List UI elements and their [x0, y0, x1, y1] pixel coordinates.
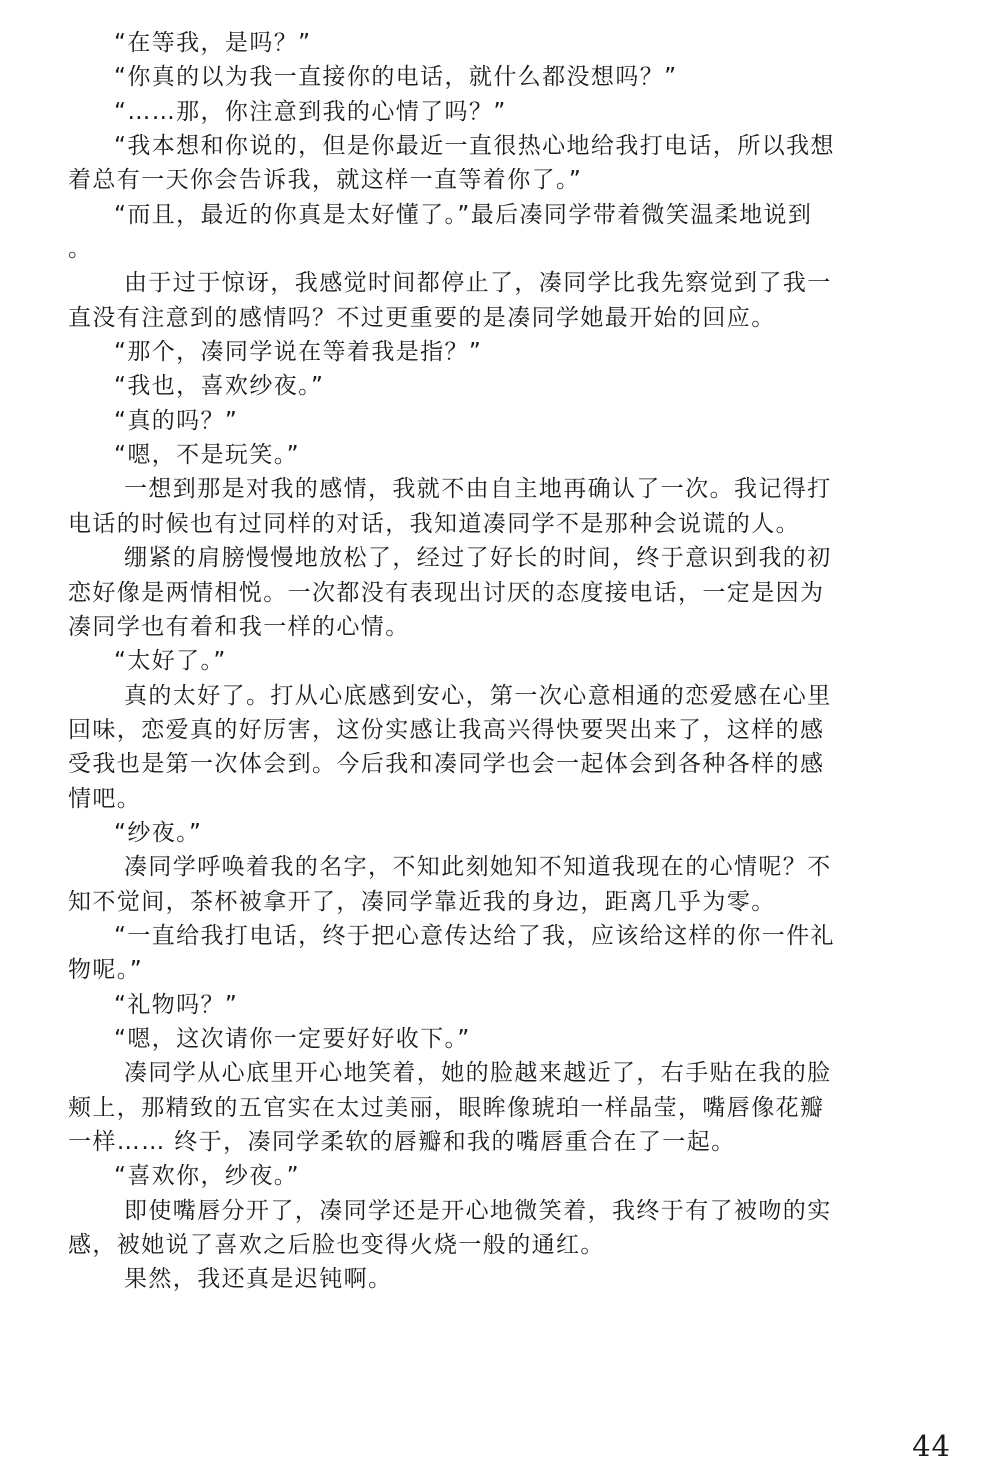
text-line: 感，被她说了喜欢之后脸也变得火烧一般的通红。	[68, 1232, 605, 1259]
text-line: 。	[68, 236, 93, 263]
text-line: 回味，恋爱真的好厉害，这份实感让我高兴得快要哭出来了，这样的感	[68, 716, 825, 743]
text-line: 受我也是第一次体会到。今后我和凑同学也会一起体会到各种各样的感	[68, 751, 825, 778]
text-line: 恋好像是两情相悦。一次都没有表现出讨厌的态度接电话，一定是因为	[68, 579, 825, 606]
text-line: “嗯，这次请你一定要好好收下。”	[114, 1025, 471, 1052]
text-line: 凑同学呼唤着我的名字，不知此刻她知不知道我现在的心情呢？不	[124, 854, 832, 881]
text-line: 一样…… 终于，凑同学柔软的唇瓣和我的嘴唇重合在了一起。	[68, 1129, 736, 1155]
text-line: “我本想和你说的，但是你最近一直很热心地给我打电话，所以我想	[114, 133, 835, 160]
text-line: “而且，最近的你真是太好懂了。”最后凑同学带着微笑温柔地说到	[114, 201, 813, 228]
text-line: 即使嘴唇分开了，凑同学还是开心地微笑着，我终于有了被吻的实	[124, 1197, 832, 1224]
text-line: 物呢。”	[68, 957, 144, 984]
text-line: “嗯，不是玩笑。”	[114, 442, 300, 469]
text-line: 知不觉间，茶杯被拿开了，凑同学靠近我的身边，距离几乎为零。	[68, 888, 776, 915]
text-line: “礼物吗？”	[114, 991, 239, 1018]
text-line: 果然，我还真是迟钝啊。	[124, 1266, 393, 1293]
text-line: “纱夜。”	[114, 819, 203, 846]
text-line: 着总有一天你会告诉我，就这样一直等着你了。”	[68, 167, 583, 194]
text-line: “真的吗？”	[114, 407, 239, 434]
text-line: “那个，凑同学说在等着我是指？”	[114, 339, 483, 366]
text-line: “一直给我打电话，终于把心意传达给了我，应该给这样的你一件礼	[114, 922, 835, 949]
text-line: “……那，你注意到我的心情了吗？”	[114, 98, 507, 125]
text-line: “你真的以为我一直接你的电话，就什么都没想吗？”	[114, 64, 678, 91]
text-line: “太好了。”	[114, 648, 227, 675]
page-text	[68, 26, 924, 1297]
page-number: 44	[912, 1429, 951, 1463]
text-line: 绷紧的肩膀慢慢地放松了，经过了好长的时间，终于意识到我的初	[124, 545, 832, 572]
text-line: 凑同学从心底里开心地笑着，她的脸越来越近了，右手贴在我的脸	[124, 1060, 832, 1087]
text-line: 凑同学也有着和我一样的心情。	[68, 613, 410, 640]
text-line: “在等我，是吗？”	[114, 30, 312, 56]
text-line: 直没有注意到的感情吗？不过更重要的是凑同学她最开始的回应。	[68, 304, 776, 331]
text-line: 颊上，那精致的五官实在太过美丽，眼眸像琥珀一样晶莹，嘴唇像花瓣	[68, 1094, 825, 1121]
text-line: “喜欢你，纱夜。”	[114, 1163, 300, 1190]
text-line: 情吧。	[68, 785, 142, 812]
text-line: 由于过于惊讶，我感觉时间都停止了，凑同学比我先察觉到了我一	[124, 270, 832, 297]
text-line: 真的太好了。打从心底感到安心，第一次心意相通的恋爱感在心里	[124, 682, 832, 709]
text-line: 电话的时候也有过同样的对话，我知道凑同学不是那种会说谎的人。	[68, 510, 800, 537]
text-line: “我也，喜欢纱夜。”	[114, 373, 325, 400]
text-line: 一想到那是对我的感情，我就不由自主地再确认了一次。我记得打	[124, 476, 832, 503]
